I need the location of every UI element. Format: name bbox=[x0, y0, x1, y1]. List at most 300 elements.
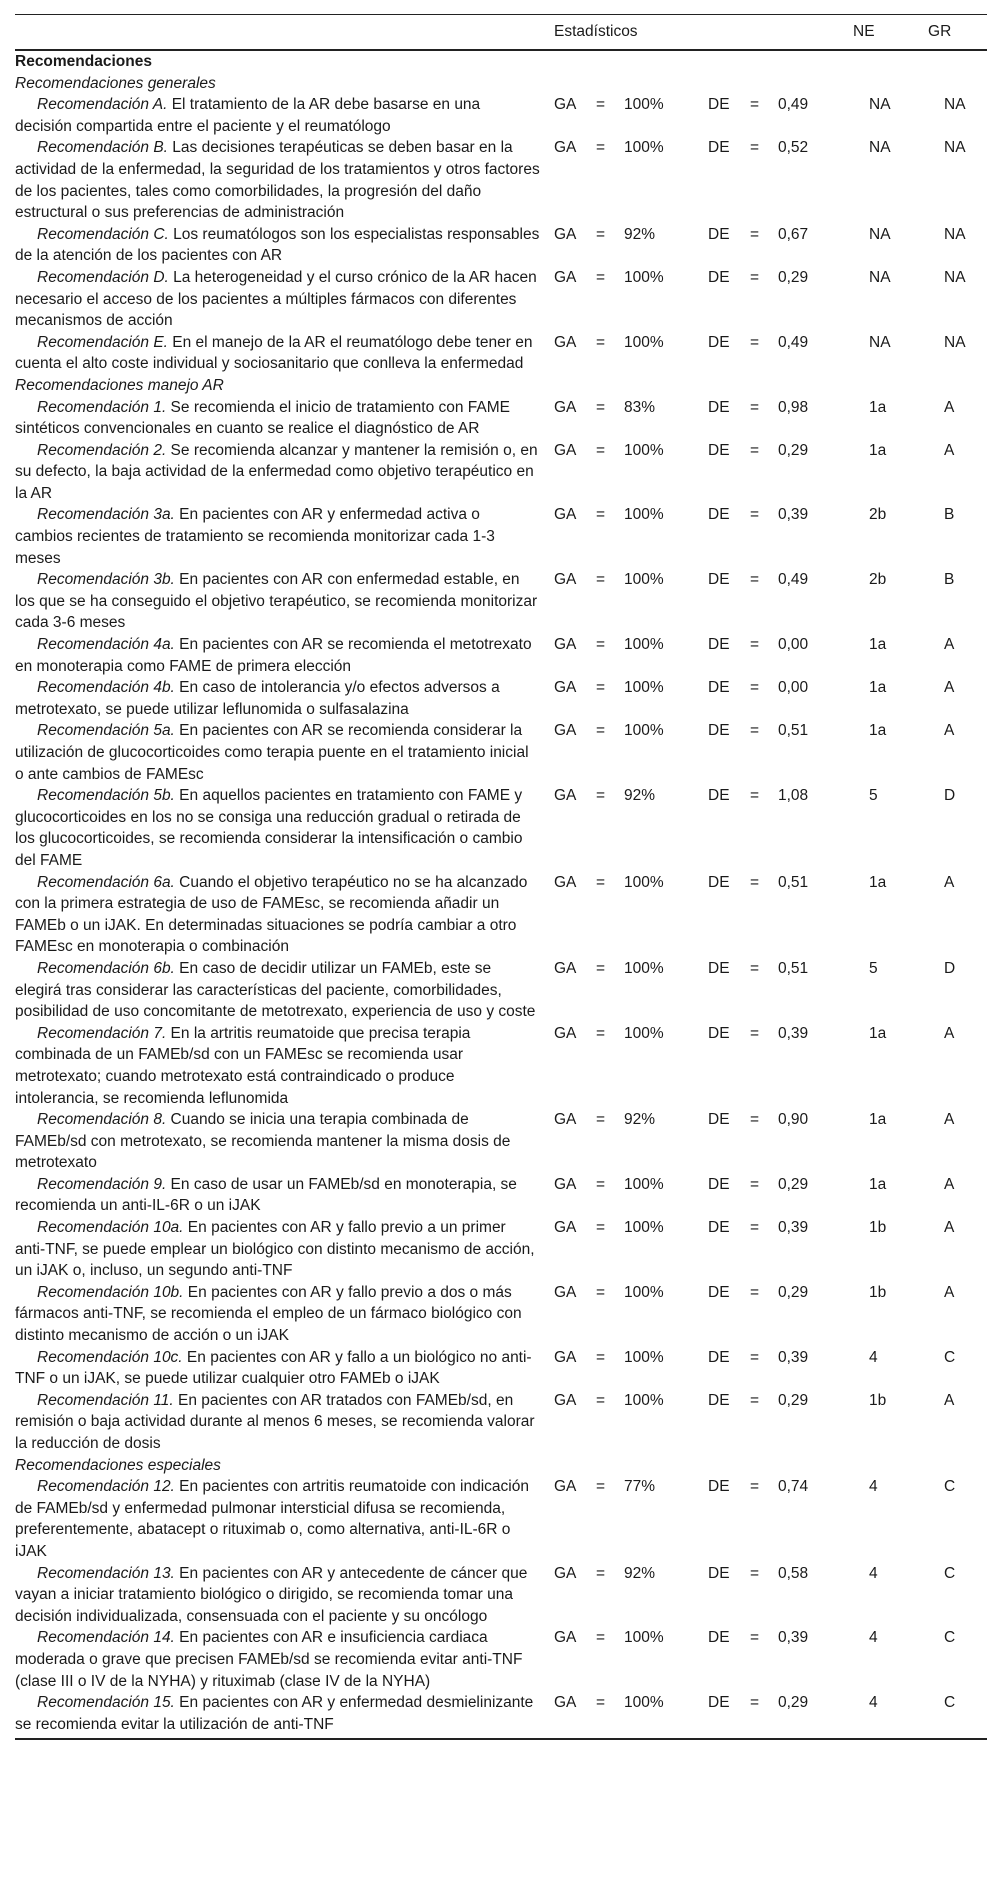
equals-sign: = bbox=[596, 959, 606, 977]
recommendation-text bbox=[15, 1627, 554, 1692]
ne-value: 1a bbox=[869, 1175, 887, 1193]
equals-sign: = bbox=[750, 441, 760, 459]
recommendation-text bbox=[15, 1217, 554, 1282]
equals-sign: = bbox=[750, 636, 760, 654]
de-value: 0,00 bbox=[778, 679, 809, 697]
table-row bbox=[15, 958, 987, 1023]
de-label: DE bbox=[708, 787, 730, 805]
recommendation-body: En pacientes con AR y fallo previo a dos o más fármacos anti-TNF, se recomienda el empleo de un fármaco biológico con distinto mecanismo de acción o un iJAK bbox=[15, 1283, 526, 1345]
recommendation-text bbox=[15, 1174, 554, 1217]
recommendation-name: Recomendación D. bbox=[37, 268, 169, 286]
ne-value: 5 bbox=[869, 787, 878, 805]
gr-value: A bbox=[944, 1391, 955, 1409]
table-row bbox=[15, 1627, 987, 1692]
gr-value: A bbox=[944, 1175, 955, 1193]
recommendation-name: Recomendación 12. bbox=[37, 1478, 175, 1496]
ga-value: 100% bbox=[624, 1283, 664, 1301]
recommendation-text bbox=[15, 1347, 554, 1390]
equals-sign: = bbox=[750, 1111, 760, 1129]
ne-value: 1a bbox=[869, 398, 887, 416]
table-row bbox=[15, 1174, 987, 1217]
equals-sign: = bbox=[596, 398, 606, 416]
ga-label: GA bbox=[554, 398, 577, 416]
gr-value: A bbox=[944, 398, 955, 416]
table-row bbox=[15, 440, 987, 505]
equals-sign: = bbox=[750, 333, 760, 351]
recommendation-body: La heterogeneidad y el curso crónico de la AR hacen necesario el acceso de los pacientes a múltiples fármacos con diferentes mecanismos de acción bbox=[15, 268, 542, 330]
equals-sign: = bbox=[596, 722, 606, 740]
recommendation-body: Cuando el objetivo terapéutico no se ha alcanzado con la primera estrategia de uso de FAMEsc, se recomienda añadir un FAMEb o un iJAK. En determinadas situaciones se podría cambiar a otro FAMEsc en monoterapia o combinación bbox=[15, 873, 532, 956]
de-value: 0,51 bbox=[778, 722, 809, 740]
ne-value: 4 bbox=[869, 1348, 878, 1366]
gr-value: NA bbox=[944, 268, 966, 286]
equals-sign: = bbox=[596, 139, 606, 157]
ga-value: 92% bbox=[624, 1111, 656, 1129]
equals-sign: = bbox=[750, 1348, 760, 1366]
recommendation-name: Recomendación 7. bbox=[37, 1024, 167, 1042]
section-title: Recomendaciones bbox=[15, 53, 152, 70]
gr-value: D bbox=[944, 787, 956, 805]
ga-value: 100% bbox=[624, 96, 664, 114]
ne-value: 1b bbox=[869, 1219, 887, 1237]
ne-value: 2b bbox=[869, 506, 887, 524]
ne-value: 1a bbox=[869, 1111, 887, 1129]
equals-sign: = bbox=[750, 1692, 778, 1739]
ga-value: 83% bbox=[624, 398, 656, 416]
equals-sign: = bbox=[750, 787, 760, 805]
de-label: DE bbox=[708, 139, 730, 157]
equals-sign: = bbox=[596, 225, 606, 243]
recommendation-text bbox=[15, 872, 554, 958]
table-row bbox=[15, 137, 987, 223]
de-value: 0,29 bbox=[778, 1283, 809, 1301]
equals-sign: = bbox=[750, 398, 760, 416]
recommendation-text bbox=[15, 720, 554, 785]
ga-label: GA bbox=[554, 722, 577, 740]
ga-label: GA bbox=[554, 139, 577, 157]
gr-value: C bbox=[944, 1478, 956, 1496]
recommendation-body: En la artritis reumatoide que precisa terapia combinada de un FAMEb/sd con un FAMEsc se recomienda usar metrotexato; cuando metrotexato está contraindicado o produce intolerancia, se recomienda leflunomida bbox=[15, 1024, 475, 1107]
recommendation-name: Recomendación A. bbox=[37, 96, 168, 114]
equals-sign: = bbox=[596, 1283, 606, 1301]
recommendation-body: En pacientes con AR con enfermedad estable, en los que se ha conseguido el objetivo terapéutico, se recomienda monitorizar cada 3-6 meses bbox=[15, 571, 542, 632]
recommendation-name: Recomendación 6a. bbox=[37, 873, 175, 891]
recommendation-name: Recomendación 2. bbox=[37, 441, 167, 459]
ga-value: 100% bbox=[624, 139, 664, 157]
ga-value: 92% bbox=[624, 787, 656, 805]
equals-sign: = bbox=[750, 679, 760, 697]
gr-value: D bbox=[944, 959, 956, 977]
recommendation-body: En pacientes con AR y antecedente de cáncer que vayan a iniciar tratamiento biológico o dirigido, se recomienda tomar una decisión individualizada, consensuada con el paciente y su oncólogo bbox=[15, 1564, 532, 1625]
equals-sign: = bbox=[596, 1692, 624, 1739]
de-label: DE bbox=[708, 1629, 730, 1647]
ga-label: GA bbox=[554, 1219, 577, 1237]
recommendation-body: Las decisiones terapéuticas se deben basar en la actividad de la enfermedad, la seguridad de los tratamientos y otros factores de los pacientes, tales como comorbilidades, la progresión del daño estructural o sus preferencias de administración bbox=[15, 139, 545, 222]
ga-value: 77% bbox=[624, 1478, 656, 1496]
recommendation-text bbox=[15, 677, 554, 720]
table-row bbox=[15, 504, 987, 569]
gr-value: B bbox=[944, 571, 955, 589]
equals-sign: = bbox=[596, 1629, 606, 1647]
ga-label: GA bbox=[554, 873, 577, 891]
ga-label: GA bbox=[554, 1283, 577, 1301]
gr-value: A bbox=[944, 636, 955, 654]
recommendation-body: Los reumatólogos son los especialistas responsables de la atención de los pacientes con AR bbox=[15, 225, 544, 265]
ne-value: NA bbox=[869, 139, 891, 157]
recommendation-name: Recomendación 10b. bbox=[37, 1283, 184, 1301]
de-value: 0,74 bbox=[778, 1478, 809, 1496]
equals-sign: = bbox=[750, 96, 760, 114]
recommendation-text bbox=[15, 1563, 554, 1628]
ga-label: GA bbox=[554, 96, 577, 114]
table-row bbox=[15, 785, 987, 871]
gr-value: NA bbox=[944, 96, 966, 114]
ga-value: 100% bbox=[624, 1692, 708, 1739]
table-row bbox=[15, 267, 987, 332]
ga-label: GA bbox=[554, 636, 577, 654]
de-label: DE bbox=[708, 636, 730, 654]
de-label: DE bbox=[708, 722, 730, 740]
ga-value: 100% bbox=[624, 1391, 664, 1409]
ne-value: 1a bbox=[869, 722, 887, 740]
recommendation-text bbox=[15, 504, 554, 569]
de-value: 1,08 bbox=[778, 787, 809, 805]
ne-value: NA bbox=[869, 225, 891, 243]
table-row bbox=[15, 1109, 987, 1174]
gr-value: C bbox=[944, 1564, 956, 1582]
equals-sign: = bbox=[596, 787, 606, 805]
table-body bbox=[15, 50, 987, 1739]
de-label: DE bbox=[708, 959, 730, 977]
de-value: 0,90 bbox=[778, 1111, 809, 1129]
gr-value: A bbox=[944, 722, 955, 740]
ga-label: GA bbox=[554, 1024, 577, 1042]
recommendation-body: Se recomienda alcanzar y mantener la remisión o, en su defecto, la baja actividad de la enfermedad como objetivo terapéutico en la AR bbox=[15, 441, 542, 502]
de-label: DE bbox=[708, 268, 730, 286]
recommendations-table-container bbox=[15, 14, 987, 1740]
gr-value: A bbox=[944, 1111, 955, 1129]
gr-value: B bbox=[944, 506, 955, 524]
table-row bbox=[15, 1282, 987, 1347]
gr-value: NA bbox=[944, 139, 966, 157]
equals-sign: = bbox=[750, 959, 760, 977]
subsection-title-row bbox=[15, 73, 987, 95]
ga-value: 100% bbox=[624, 1024, 664, 1042]
equals-sign: = bbox=[750, 268, 760, 286]
de-value: 0,51 bbox=[778, 873, 809, 891]
de-label: DE bbox=[708, 333, 730, 351]
recommendation-name: Recomendación 5a. bbox=[37, 722, 175, 740]
table-row bbox=[15, 332, 987, 375]
equals-sign: = bbox=[596, 1564, 606, 1582]
recommendation-name: Recomendación 13. bbox=[37, 1564, 175, 1582]
ga-value: 100% bbox=[624, 636, 664, 654]
equals-sign: = bbox=[596, 571, 606, 589]
recommendation-text bbox=[15, 224, 554, 267]
header-gr: GR bbox=[928, 15, 987, 51]
ga-value: 100% bbox=[624, 441, 664, 459]
ne-value: 4 bbox=[869, 1629, 878, 1647]
recommendation-body: En el manejo de la AR el reumatólogo debe tener en cuenta el alto coste individual y sociosanitario que conlleva la enfermedad bbox=[15, 333, 537, 373]
recommendation-name: Recomendación 3b. bbox=[37, 571, 175, 589]
de-label: DE bbox=[708, 1478, 730, 1496]
gr-value: A bbox=[944, 679, 955, 697]
equals-sign: = bbox=[750, 1283, 760, 1301]
equals-sign: = bbox=[750, 571, 760, 589]
recommendation-body: En pacientes con AR e insuficiencia cardiaca moderada o grave que precisen FAMEb/sd se recomienda evitar anti-TNF (clase III o IV de la NYHA) y rituximab (clase IV de la NYHA) bbox=[15, 1629, 527, 1690]
recommendation-body: Se recomienda el inicio de tratamiento con FAME sintéticos convencionales en cuanto se realice el diagnóstico de AR bbox=[15, 398, 515, 438]
de-value: 0,49 bbox=[778, 571, 809, 589]
de-label: DE bbox=[708, 873, 730, 891]
recommendation-name: Recomendación C. bbox=[37, 225, 169, 243]
de-label: DE bbox=[708, 1024, 730, 1042]
de-value: 0,49 bbox=[778, 333, 809, 351]
header-empty-cell bbox=[15, 15, 554, 51]
de-label: DE bbox=[708, 96, 730, 114]
equals-sign: = bbox=[750, 506, 760, 524]
de-label: DE bbox=[708, 1175, 730, 1193]
de-value: 0,39 bbox=[778, 1629, 809, 1647]
recommendation-name: Recomendación 4b. bbox=[37, 679, 175, 697]
ga-value: 100% bbox=[624, 333, 664, 351]
ga-label: GA bbox=[554, 506, 577, 524]
recommendation-text bbox=[15, 1390, 554, 1455]
recommendation-body: En pacientes con artritis reumatoide con indicación de FAMEb/sd y enfermedad pulmonar intersticial difusa se recomienda, preferentemente, abatacept o rituximab o, como alternativa, anti-IL-6R o iJAK bbox=[15, 1478, 534, 1560]
recommendation-text bbox=[15, 634, 554, 677]
recommendation-text bbox=[15, 569, 554, 634]
de-value: 0,98 bbox=[778, 398, 809, 416]
recommendation-body: El tratamiento de la AR debe basarse en una decisión compartida entre el paciente y el reumatólogo bbox=[15, 96, 485, 135]
ne-value: 1a bbox=[869, 1024, 887, 1042]
ga-value: 100% bbox=[624, 1629, 664, 1647]
de-label: DE bbox=[708, 1692, 750, 1739]
recommendation-name: Recomendación 11. bbox=[37, 1391, 174, 1409]
ga-label: GA bbox=[554, 959, 577, 977]
ga-label: GA bbox=[554, 787, 577, 805]
ne-value: NA bbox=[869, 268, 891, 286]
equals-sign: = bbox=[596, 873, 606, 891]
ga-value: 100% bbox=[624, 1219, 664, 1237]
table-row bbox=[15, 1476, 987, 1562]
equals-sign: = bbox=[750, 1564, 760, 1582]
recommendation-name: Recomendación 5b. bbox=[37, 787, 175, 805]
equals-sign: = bbox=[596, 1219, 606, 1237]
recommendation-text bbox=[15, 94, 554, 137]
ne-value: 1a bbox=[869, 636, 887, 654]
recommendation-text bbox=[15, 1476, 554, 1562]
ne-value: 4 bbox=[869, 1564, 878, 1582]
recommendation-name: Recomendación E. bbox=[37, 333, 168, 351]
recommendation-body: En pacientes con AR y fallo previo a un primer anti-TNF, se puede emplear un biológico con distinto mecanismo de acción, un iJAK o, incluso, un segundo anti-TNF bbox=[15, 1219, 539, 1280]
recommendation-text bbox=[15, 267, 554, 332]
de-value: 0,29 bbox=[778, 441, 809, 459]
recommendation-name: Recomendación 4a. bbox=[37, 636, 175, 654]
recommendation-name: Recomendación 14. bbox=[37, 1629, 175, 1647]
subsection-title: Recomendaciones manejo AR bbox=[15, 376, 224, 394]
ga-label: GA bbox=[554, 225, 577, 243]
table-row bbox=[15, 872, 987, 958]
de-value: 0,67 bbox=[778, 225, 809, 243]
recommendation-body: En caso de decidir utilizar un FAMEb, este se elegirá tras considerar las características del paciente, comorbilidades, posibilidad de uso concomitante de metotrexato, experiencia de uso y coste bbox=[15, 959, 536, 1021]
equals-sign: = bbox=[596, 1478, 606, 1496]
de-value: 0,58 bbox=[778, 1564, 809, 1582]
equals-sign: = bbox=[596, 1175, 606, 1193]
equals-sign: = bbox=[596, 1024, 606, 1042]
ga-value: 100% bbox=[624, 1175, 664, 1193]
ga-label: GA bbox=[554, 1391, 577, 1409]
ga-label: GA bbox=[554, 1175, 577, 1193]
gr-value: A bbox=[944, 1024, 955, 1042]
ga-value: 100% bbox=[624, 722, 664, 740]
ga-label: GA bbox=[554, 1629, 577, 1647]
equals-sign: = bbox=[750, 225, 760, 243]
recommendation-text bbox=[15, 332, 554, 375]
subsection-title: Recomendaciones generales bbox=[15, 74, 216, 92]
table-row bbox=[15, 569, 987, 634]
recommendations-table bbox=[15, 14, 987, 1740]
equals-sign: = bbox=[750, 139, 760, 157]
de-label: DE bbox=[708, 1219, 730, 1237]
recommendation-body: En caso de usar un FAMEb/sd en monoterapia, se recomienda un anti-IL-6R o un iJAK bbox=[15, 1175, 522, 1215]
recommendation-name: Recomendación B. bbox=[37, 139, 168, 157]
table-row bbox=[15, 94, 987, 137]
gr-value: C bbox=[944, 1348, 956, 1366]
ne-value: 1b bbox=[869, 1391, 887, 1409]
equals-sign: = bbox=[750, 1219, 760, 1237]
ne-value: 4 bbox=[853, 1692, 928, 1739]
gr-value: C bbox=[944, 1629, 956, 1647]
recommendation-name: Recomendación 15. bbox=[37, 1694, 175, 1712]
equals-sign: = bbox=[750, 1391, 760, 1409]
ga-label: GA bbox=[554, 1348, 577, 1366]
de-label: DE bbox=[708, 571, 730, 589]
section-title-row bbox=[15, 50, 987, 73]
recommendation-text bbox=[15, 1109, 554, 1174]
equals-sign: = bbox=[596, 1391, 606, 1409]
ne-value: 2b bbox=[869, 571, 887, 589]
table-row bbox=[15, 1390, 987, 1455]
subsection-title-row bbox=[15, 375, 987, 397]
de-value: 0,29 bbox=[778, 268, 809, 286]
recommendation-name: Recomendación 8. bbox=[37, 1111, 167, 1129]
ga-value: 100% bbox=[624, 1348, 664, 1366]
de-value: 0,49 bbox=[778, 96, 809, 114]
recommendation-body: En aquellos pacientes en tratamiento con FAME y glucocorticoides en los no se consiga una reducción gradual o retirada de los glucocorticoides, se recomienda considerar la intensificación o cambio del FAME bbox=[15, 787, 527, 869]
ga-value: 92% bbox=[624, 225, 656, 243]
de-value: 0,51 bbox=[778, 959, 809, 977]
ne-value: NA bbox=[869, 96, 891, 114]
equals-sign: = bbox=[596, 96, 606, 114]
ga-label: GA bbox=[554, 441, 577, 459]
recommendation-body: En pacientes con AR tratados con FAMEb/sd, en remisión o baja actividad durante al menos 6 meses, se recomienda valorar la reducción de dosis bbox=[15, 1391, 539, 1452]
ga-value: 100% bbox=[624, 959, 664, 977]
recommendation-body: En pacientes con AR y enfermedad activa o cambios recientes de tratamiento se recomienda monitorizar cada 1-3 meses bbox=[15, 506, 500, 567]
ne-value: 5 bbox=[869, 959, 878, 977]
table-row bbox=[15, 1023, 987, 1109]
de-label: DE bbox=[708, 1348, 730, 1366]
ga-value: 92% bbox=[624, 1564, 656, 1582]
table-row bbox=[15, 677, 987, 720]
gr-value: A bbox=[944, 1219, 955, 1237]
gr-value: A bbox=[944, 873, 955, 891]
recommendation-body: En pacientes con AR y enfermedad desmielinizante se recomienda evitar la utilización de anti-TNF bbox=[15, 1694, 538, 1733]
recommendation-body: Cuando se inicia una terapia combinada de FAMEb/sd con metrotexato, se recomienda mantener la misma dosis de metrotexato bbox=[15, 1111, 515, 1172]
de-value: 0,39 bbox=[778, 1348, 809, 1366]
de-value: 0,52 bbox=[778, 139, 809, 157]
table-row bbox=[15, 1692, 987, 1739]
table-row bbox=[15, 1347, 987, 1390]
subsection-title-row bbox=[15, 1455, 987, 1477]
ga-label: GA bbox=[554, 1564, 577, 1582]
gr-value: A bbox=[944, 1283, 955, 1301]
equals-sign: = bbox=[750, 873, 760, 891]
ga-label: GA bbox=[554, 1111, 577, 1129]
ga-label: GA bbox=[554, 679, 577, 697]
ga-value: 100% bbox=[624, 679, 664, 697]
recommendation-text bbox=[15, 440, 554, 505]
de-label: DE bbox=[708, 225, 730, 243]
ga-value: 100% bbox=[624, 571, 664, 589]
equals-sign: = bbox=[596, 441, 606, 459]
recommendation-body: En pacientes con AR y fallo a un biológico no anti-TNF o un iJAK, se puede utilizar cualquier otro FAMEb o iJAK bbox=[15, 1348, 532, 1388]
ga-label: GA bbox=[554, 268, 577, 286]
equals-sign: = bbox=[750, 1024, 760, 1042]
de-label: DE bbox=[708, 1564, 730, 1582]
gr-value: NA bbox=[944, 225, 966, 243]
table-row bbox=[15, 224, 987, 267]
ne-value: 1a bbox=[869, 441, 887, 459]
de-label: DE bbox=[708, 1283, 730, 1301]
ga-label: GA bbox=[554, 571, 577, 589]
de-label: DE bbox=[708, 506, 730, 524]
ga-label: GA bbox=[554, 1478, 577, 1496]
recommendation-text bbox=[15, 1692, 554, 1739]
recommendation-text bbox=[15, 958, 554, 1023]
ga-value: 100% bbox=[624, 506, 664, 524]
equals-sign: = bbox=[750, 1629, 760, 1647]
equals-sign: = bbox=[596, 506, 606, 524]
table-header-row bbox=[15, 15, 987, 51]
recommendation-name: Recomendación 9. bbox=[37, 1175, 167, 1193]
de-value: 0,39 bbox=[778, 1219, 809, 1237]
gr-value: A bbox=[944, 441, 955, 459]
equals-sign: = bbox=[596, 1111, 606, 1129]
recommendation-text bbox=[15, 785, 554, 871]
de-value: 0,39 bbox=[778, 1024, 809, 1042]
ne-value: 1a bbox=[869, 873, 887, 891]
de-label: DE bbox=[708, 1111, 730, 1129]
gr-value: NA bbox=[944, 333, 966, 351]
recommendation-name: Recomendación 1. bbox=[37, 398, 167, 416]
recommendation-name: Recomendación 3a. bbox=[37, 506, 175, 524]
de-value: 0,29 bbox=[778, 1175, 809, 1193]
header-ne: NE bbox=[853, 15, 928, 51]
recommendation-name: Recomendación 6b. bbox=[37, 959, 175, 977]
recommendation-text bbox=[15, 1023, 554, 1109]
recommendation-name: Recomendación 10c. bbox=[37, 1348, 183, 1366]
de-label: DE bbox=[708, 398, 730, 416]
equals-sign: = bbox=[750, 1478, 760, 1496]
recommendation-body: En caso de intolerancia y/o efectos adversos a metrotexato, se puede utilizar leflunomida o sulfasalazina bbox=[15, 679, 505, 718]
equals-sign: = bbox=[596, 1348, 606, 1366]
ne-value: NA bbox=[869, 333, 891, 351]
table-row bbox=[15, 720, 987, 785]
equals-sign: = bbox=[596, 679, 606, 697]
table-row bbox=[15, 634, 987, 677]
de-label: DE bbox=[708, 1391, 730, 1409]
ga-value: 100% bbox=[624, 873, 664, 891]
ne-value: 1b bbox=[869, 1283, 887, 1301]
